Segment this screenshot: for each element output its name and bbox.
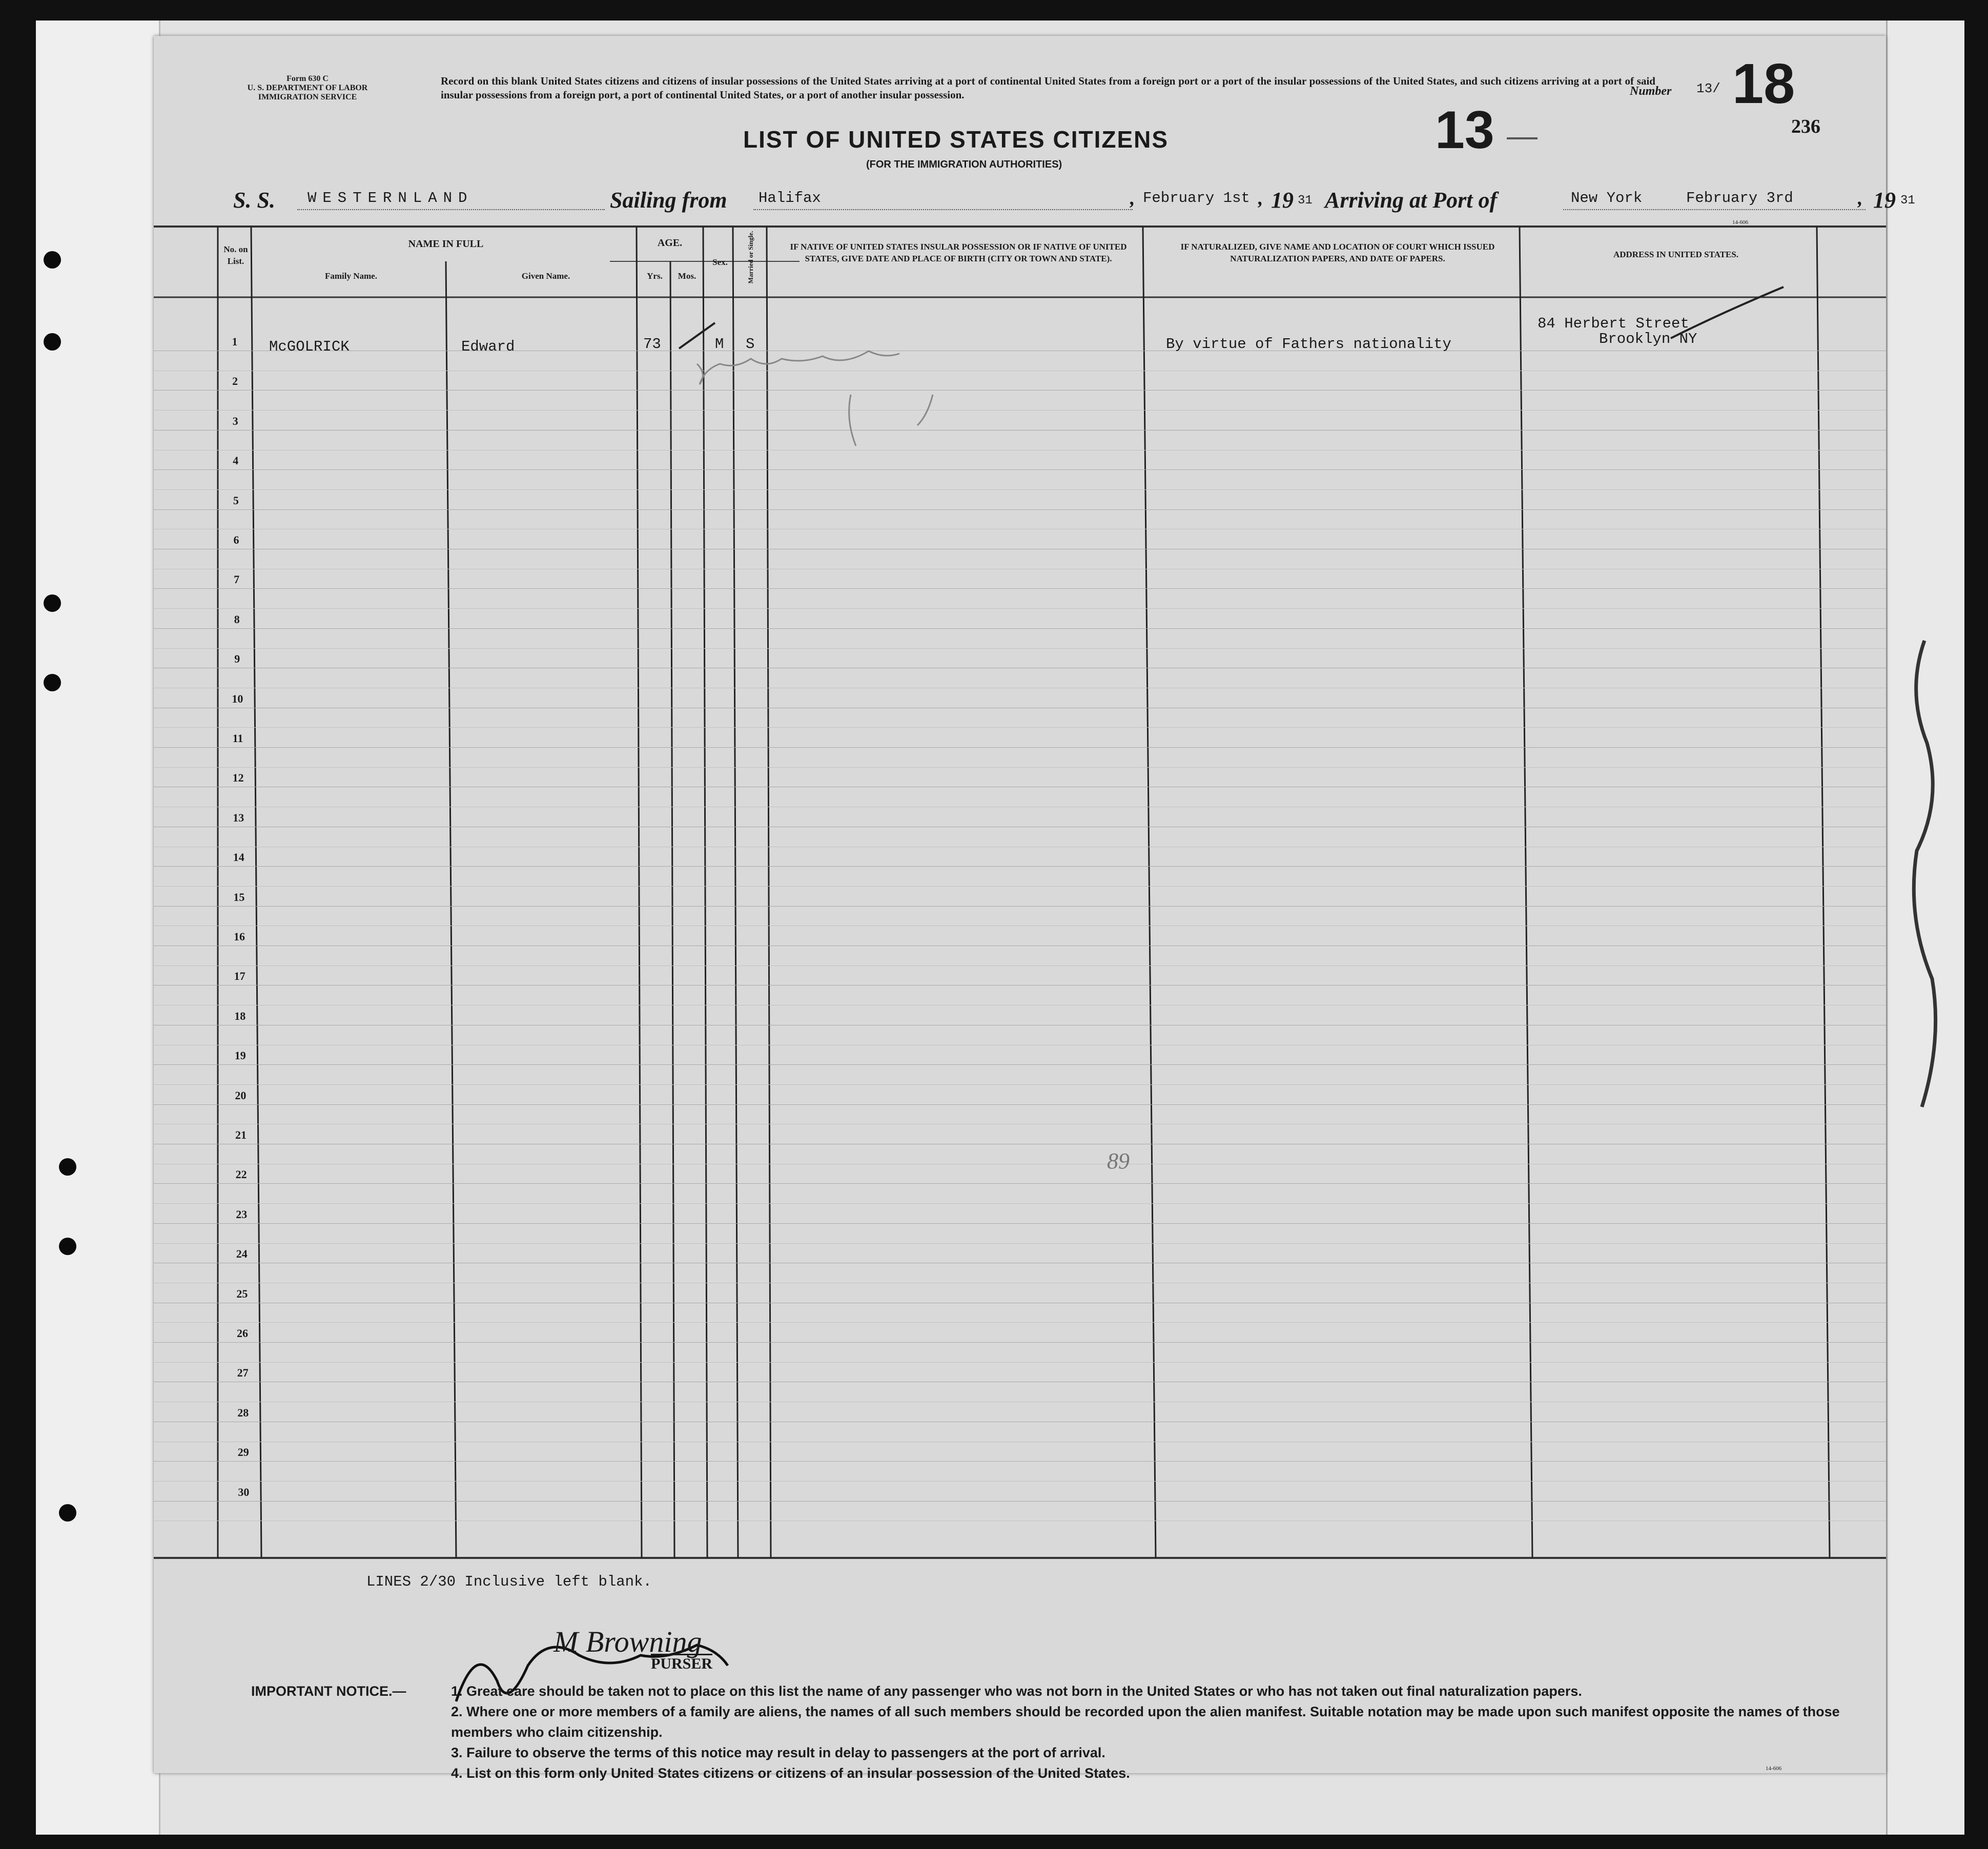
ss-label: S. S. — [233, 188, 275, 213]
col-head-family: Family Name. — [325, 271, 377, 281]
row-number: 2 — [232, 375, 238, 388]
row-number: 30 — [238, 1485, 250, 1498]
page-title: LIST OF UNITED STATES CITIZENS — [743, 126, 1169, 153]
purser-signature: M Browning — [554, 1625, 702, 1658]
entry-family-name: McGOLRICK — [269, 338, 350, 355]
stamp-number: 13 — [1435, 100, 1494, 160]
blank-lines-note: LINES 2/30 Inclusive left blank. — [366, 1573, 652, 1590]
arrival-date: February 3rd — [1686, 190, 1793, 207]
row-number: 26 — [237, 1327, 248, 1340]
row-number: 29 — [237, 1446, 249, 1459]
col-head-given: Given Name. — [521, 271, 570, 281]
row-number: 17 — [234, 970, 245, 983]
col-head-no: No. on List. — [223, 244, 248, 266]
arrival-year-prefix: 19 — [1873, 188, 1896, 213]
arriving-label: Arriving at Port of — [1325, 188, 1498, 213]
row-number: 8 — [234, 612, 240, 626]
row-number: 19 — [234, 1049, 246, 1062]
arrival-port: New York — [1571, 190, 1643, 207]
entry-given-name: Edward — [461, 338, 515, 355]
departure-date: February 1st — [1143, 190, 1250, 207]
row-number: 22 — [235, 1168, 247, 1181]
row-number: 3 — [232, 414, 238, 427]
punch-hole — [44, 594, 61, 612]
row-number: 7 — [234, 573, 240, 586]
instructions: Record on this blank United States citizens and citizens of insular possessions of the United States arriving at a port of continental United States from a foreign port or a port of the insular possessions of the United States, and such citizens arriving at a port of said insular possessions from a foreign port, a port of continental United States, or a port of another insular possession. — [441, 75, 1655, 101]
col-head-address: ADDRESS IN UNITED STATES. — [1613, 250, 1739, 259]
punch-hole — [44, 333, 61, 351]
col-head-married: Married or Single. — [747, 231, 754, 284]
binding-strip — [36, 20, 160, 1835]
col-head-birth: IF NATIVE OF UNITED STATES INSULAR POSSESSION OR IF NATIVE OF UNITED STATES, GIVE DATE AND PLACE OF BIRTH (CITY OR TOWN AND STATE). — [790, 242, 1127, 263]
arrival-year: 31 — [1900, 194, 1915, 208]
number-value: 18 — [1732, 52, 1795, 115]
entry-age-years: 73 — [643, 336, 661, 353]
adjacent-page-handwriting — [1896, 630, 1953, 1122]
row-number: 10 — [232, 692, 243, 705]
notice-label: IMPORTANT NOTICE.— — [251, 1683, 406, 1699]
punch-hole — [44, 674, 61, 691]
service: IMMIGRATION SERVICE — [258, 93, 357, 101]
row-number: 27 — [237, 1366, 249, 1380]
row-number: 21 — [235, 1128, 247, 1141]
manifest-page — [154, 36, 1915, 1781]
entry-address-line2: Brooklyn NY — [1599, 331, 1697, 347]
row-number: 5 — [233, 494, 239, 507]
department: U. S. DEPARTMENT OF LABOR — [247, 84, 368, 92]
row-number: 4 — [233, 454, 239, 467]
printer-code-bottom: 14-606 — [1766, 1765, 1782, 1772]
row-number: 14 — [233, 851, 244, 864]
entry-naturalized: By virtue of Fathers nationality — [1166, 336, 1451, 353]
row-number: 18 — [234, 1009, 246, 1022]
punch-hole — [59, 1158, 76, 1176]
number-label: Number — [1630, 85, 1672, 98]
notice-items — [451, 1681, 1855, 1783]
purser-label: PURSER — [651, 1655, 713, 1672]
entry-sex: M — [715, 336, 724, 353]
departure-year-prefix: 19 — [1271, 188, 1294, 213]
sailing-label: Sailing from — [610, 188, 727, 213]
comma: , — [1258, 188, 1263, 209]
row-number: 15 — [233, 890, 245, 903]
row-number: 6 — [233, 533, 239, 546]
entry-married: S — [746, 336, 755, 353]
form-id: Form 630 C — [286, 74, 329, 83]
notice-item-4: 4. List on this form only United States citizens or citizens of an insular possession of the United States. — [451, 1765, 1130, 1781]
notice-item-2: 2. Where one or more members of a family are aliens, the names of all such members should be recorded upon the alien manifest. Suitable notation may be made upon such manifest opposite the names of those members who claim citizenship. — [451, 1704, 1840, 1740]
row-number: 1 — [232, 335, 238, 348]
comma: , — [1858, 188, 1863, 209]
col-head-sex: Sex. — [712, 257, 728, 267]
notice-item-3: 3. Failure to observe the terms of this notice may result in delay to passengers at the port of arrival. — [451, 1745, 1105, 1760]
punch-hole — [59, 1238, 76, 1255]
handwritten-marks — [154, 36, 1886, 1773]
row-number: 11 — [232, 732, 243, 745]
page-subtitle: (FOR THE IMMIGRATION AUTHORITIES) — [866, 159, 1062, 170]
departure-year: 31 — [1298, 194, 1313, 208]
col-head-age: AGE. — [657, 237, 683, 249]
row-number: 13 — [233, 811, 244, 824]
entry-address-line1: 84 Herbert Street — [1538, 315, 1689, 332]
punch-hole — [59, 1504, 76, 1522]
printer-code: 14-606 — [1732, 219, 1749, 225]
comma: , — [1130, 188, 1135, 209]
number-prefix: 13/ — [1696, 81, 1720, 96]
page-number: 236 — [1791, 116, 1820, 137]
col-head-name: NAME IN FULL — [408, 238, 484, 250]
punch-hole — [44, 251, 61, 269]
row-number: 28 — [237, 1406, 249, 1419]
pencil-mark: 89 — [1107, 1148, 1130, 1174]
col-head-yrs: Yrs. — [647, 271, 663, 281]
row-number: 12 — [232, 771, 244, 785]
row-number: 16 — [234, 930, 245, 943]
row-number: 20 — [235, 1088, 247, 1102]
ship-name: WESTERNLAND — [308, 190, 474, 207]
col-head-naturalized: IF NATURALIZED, GIVE NAME AND LOCATION OF COURT WHICH ISSUED NATURALIZATION PAPERS, AND DATE OF PAPERS. — [1180, 242, 1495, 263]
notice-item-1: 1. Great care should be taken not to place on this list the name of any passenger who was not born in the United States or who has not taken out final naturalization papers. — [451, 1683, 1582, 1699]
row-number: 24 — [236, 1247, 248, 1261]
col-head-mos: Mos. — [678, 271, 696, 281]
row-number: 25 — [236, 1287, 248, 1300]
departure-port: Halifax — [759, 190, 821, 207]
row-number: 23 — [236, 1207, 248, 1221]
row-number: 9 — [234, 652, 240, 666]
